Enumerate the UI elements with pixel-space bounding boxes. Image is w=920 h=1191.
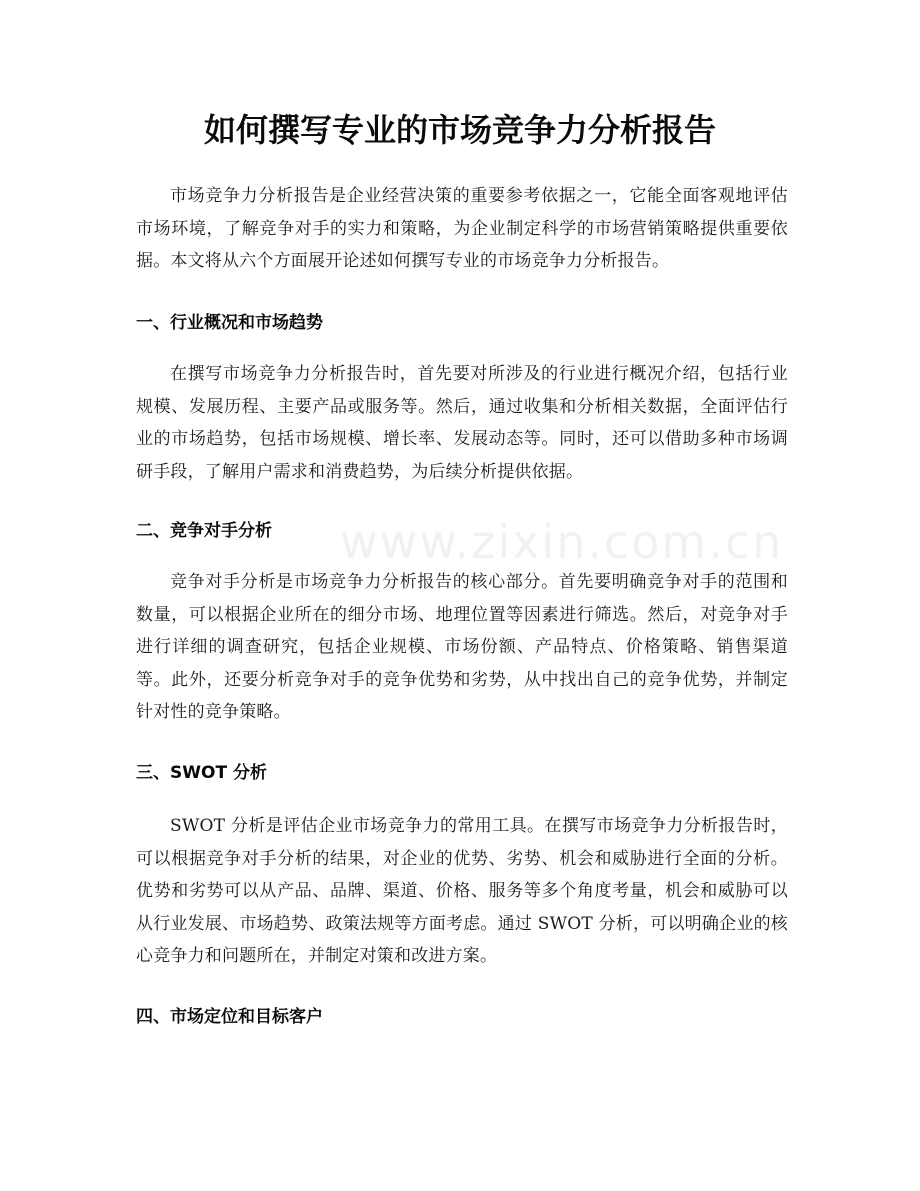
- document-title: 如何撰写专业的市场竞争力分析报告: [203, 111, 716, 149]
- section-heading-competitors: 二、竞争对手分析: [136, 521, 272, 541]
- section-heading-positioning: 四、市场定位和目标客户: [136, 1007, 323, 1027]
- section-heading-industry: 一、行业概况和市场趋势: [136, 313, 323, 333]
- section-body-swot: SWOT 分析是评估企业市场竞争力的常用工具。在撰写市场竞争力分析报告时，可以根据竞争对手分析的结果，对企业的优势、劣势、机会和威胁进行全面的分析。优势和劣势可以从产品、品牌、渠道、价格、服务等多个角度考量，机会和威胁可以从行业发展、市场趋势、政策法规等方面考虑。通过 SWOT 分析，可以明确企业的核心竞争力和问题所在，并制定对策和改进方案。: [136, 816, 788, 966]
- section-heading-swot: 三、SWOT 分析: [136, 763, 267, 783]
- section-body-competitors: 竞争对手分析是市场竞争力分析报告的核心部分。首先要明确竞争对手的范围和数量，可以根据企业所在的细分市场、地理位置等因素进行筛选。然后，对竞争对手进行详细的调查研究，包括企业规模、市场份额、产品特点、价格策略、销售渠道等。此外，还要分析竞争对手的竞争优势和劣势，从中找出自己的竞争优势，并制定针对性的竞争策略。: [136, 572, 788, 722]
- watermark: www.zixin.com.cn: [340, 515, 784, 569]
- intro-paragraph: 市场竞争力分析报告是企业经营决策的重要参考依据之一，它能全面客观地评估市场环境，了解竞争对手的实力和策略，为企业制定科学的市场营销策略提供重要依据。本文将从六个方面展开论述如何撰写专业的市场竞争力分析报告。: [136, 186, 788, 271]
- section-body-industry: 在撰写市场竞争力分析报告时，首先要对所涉及的行业进行概况介绍，包括行业规模、发展历程、主要产品或服务等。然后，通过收集和分析相关数据，全面评估行业的市场趋势，包括市场规模、增长率、发展动态等。同时，还可以借助多种市场调研手段，了解用户需求和消费趋势，为后续分析提供依据。: [136, 364, 788, 482]
